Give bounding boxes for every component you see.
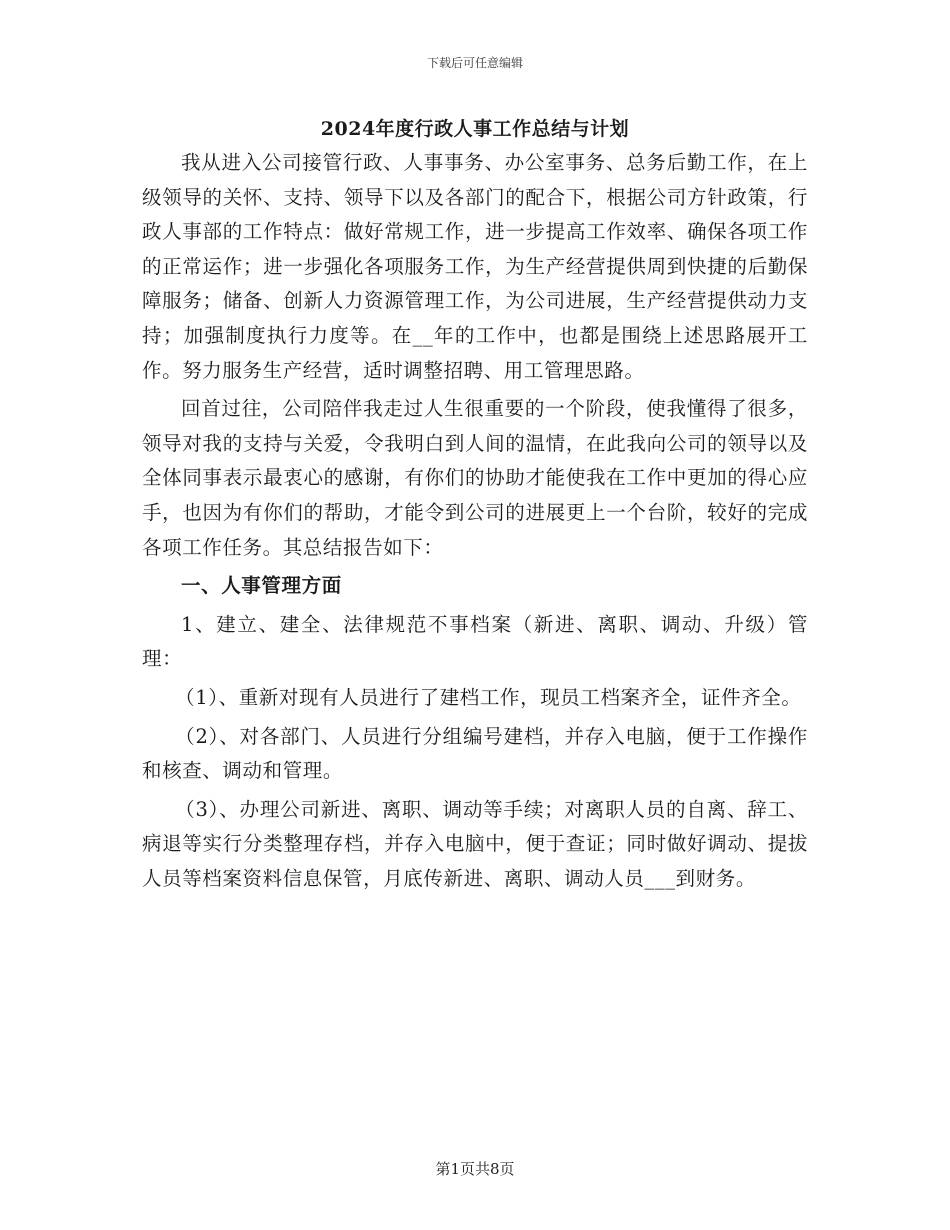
section-heading-personnel: 一、人事管理方面 [181, 574, 342, 598]
paragraph-intro: 我从进入公司接管行政、人事事务、办公室事务、总务后勤工作，在上级领导的关怀、支持、领导下以及各部门的配合下，根据公司方针政策，行政人事部的工作特点：做好常规工作，进一步提高工作效率、确保各项工作的正常运作；进一步强化各项服务工作，为生产经营提供周到快捷的后勤保障服务；储备、创新人力资源管理工作，为公司进展，生产经营提供动力支持；加强制度执行力度等。在__年的工作中，也都是围绕上述思路展开工作。努力服务生产经营，适时调整招聘、用工管理思路。 [142, 151, 808, 382]
document-body [142, 146, 808, 900]
paragraph-review: 回首过往，公司陪伴我走过人生很重要的一个阶段，使我懂得了很多，领导对我的支持与关爱，令我明白到人间的温情，在此我向公司的领导以及全体同事表示最衷心的感谢，有你们的协助才能使我在工作中更加的得心应手，也因为有你们的帮助，才能令到公司的进展更上一个台阶，较好的完成各项工作任务。其总结报告如下： [142, 397, 808, 559]
paragraph-subitem-3: （3）、办理公司新进、离职、调动等手续；对离职人员的自离、辞工、病退等实行分类整理存档，并存入电脑中，便于查证；同时做好调动、提拔人员等档案资料信息保管，月底传新进、离职、调动人员___到财务。 [142, 797, 808, 890]
document-title: 2024年度行政人事工作总结与计划 [320, 118, 630, 140]
paragraph-item-1: 1、建立、建全、法律规范不事档案（新进、离职、调动、升级）管理： [142, 612, 808, 671]
paragraph-subitem-2: （2）、对各部门、人员进行分组编号建档，并存入电脑，便于工作操作和核查、调动和管理。 [142, 724, 808, 783]
paragraph-subitem-1: （1）、重新对现有人员进行了建档工作，现员工档案齐全，证件齐全。 [175, 685, 802, 709]
header-note: 下载后可任意编辑 [426, 56, 523, 70]
page-number: 第1页共8页 [435, 1160, 515, 1178]
